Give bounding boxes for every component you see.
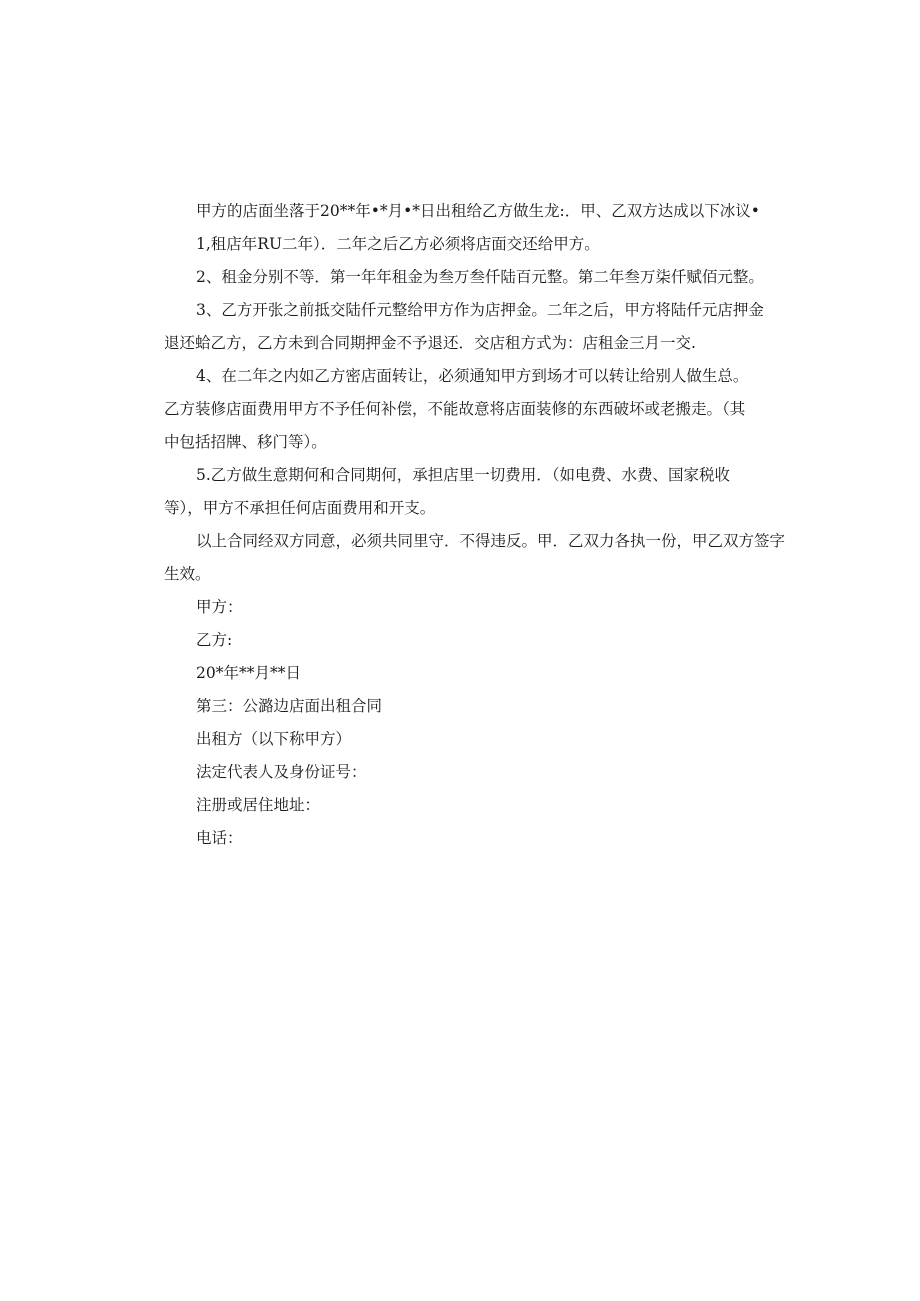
clause-4-line-3: 中包括招牌、移门等）。	[164, 433, 327, 451]
party-a-signature: 甲方：	[196, 598, 243, 616]
clause-1: 1,租店年RU二年）．二年之后乙方必须将店面交还给甲方。	[196, 235, 600, 253]
agreement-line-2: 生效。	[164, 565, 211, 583]
agreement-line-1: 以上合同经双方同意，必须共同里守．不得违反。甲．乙双力各执一份，甲乙双方签字	[196, 532, 786, 550]
clause-3-line-2: 退还蛤乙方，乙方未到合同期押金不予退还．交店租方式为：店租金三月一交.	[164, 334, 696, 352]
clause-2: 2、租金分别不等．第一年年租金为叁万叁仟陆百元整。第二年叁万柒仟赋佰元整。	[196, 268, 764, 286]
clause-4-line-2: 乙方装修店面费用甲方不予任何补偿，不能故意将店面装修的东西破坏或老搬走。（其	[164, 400, 746, 418]
clause-4-line-1: 4、在二年之内如乙方密店面转让，必须通知甲方到场才可以转让给别人做生总。	[196, 367, 749, 385]
clause-5-line-2: 等），甲方不承担任何店面费用和开支。	[164, 499, 436, 517]
phone-label: 电话：	[196, 829, 243, 847]
legal-representative-label: 法定代表人及身份证号：	[196, 763, 367, 781]
lessor-label: 出租方（以下称甲方）	[196, 730, 352, 748]
paragraph-intro: 甲方的店面坐落于20**年•*月•*日出租给乙方做生龙:．甲、乙双方达成以下冰议•	[196, 202, 760, 220]
clause-3-line-1: 3、乙方开张之前抵交陆仟元整给甲方作为店押金。二年之后，甲方将陆仟元店押金	[196, 301, 764, 319]
section-heading: 第三：公潞边店面出租合同	[196, 697, 383, 715]
party-b-signature: 乙方:	[196, 631, 233, 649]
signing-date: 20*年**月**日	[196, 664, 301, 682]
address-label: 注册或居住地址：	[196, 796, 321, 814]
clause-5-line-1: 5.乙方做生意期何和合同期何，承担店里一切费用．（如电费、水费、国家税收	[196, 466, 731, 484]
